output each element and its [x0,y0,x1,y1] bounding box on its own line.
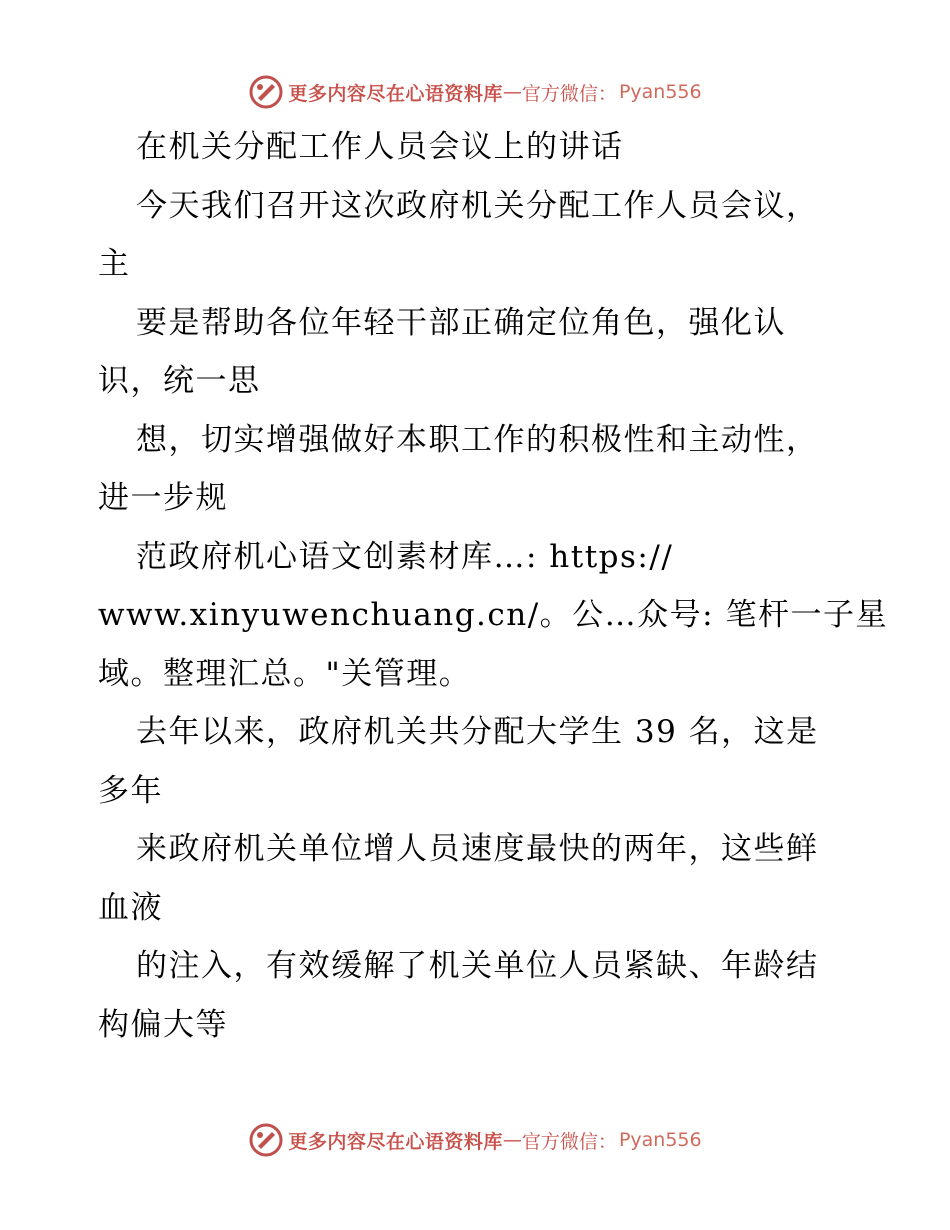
text-line: 的注入，有效缓解了机关单位人员紧缺、年龄结 [136,948,819,984]
text-line: 血液 [98,889,163,926]
text-line: 来政府机关单位增人员速度最快的两年，这些鲜 [136,831,819,867]
header-watermark [0,72,950,112]
watermark-dash: — [502,1129,522,1151]
watermark-id: Pyan556 [618,81,702,103]
logo-icon [248,1122,284,1158]
text-line: 要是帮助各位年轻干部正确定位角色，强化认 [136,304,786,341]
text-line: 去年以来，政府机关共分配大学生 39 名，这是 [136,714,819,750]
text-line: 域。整理汇总。"关管理。 [98,655,472,692]
text-line: 今天我们召开这次政府机关分配工作人员会议， [136,187,819,224]
document-body [98,118,888,1054]
text-line: 想，切实增强做好本职工作的积极性和主动性， [136,421,819,458]
watermark-id: Pyan556 [618,1129,702,1151]
text-line: 构偏大等 [98,1006,228,1043]
watermark-dash: — [502,81,522,103]
watermark-label: 官方微信： [521,1130,617,1153]
document-title: 在机关分配工作人员会议上的讲话 [136,129,624,165]
text-line: 识，统一思 [98,363,261,399]
text-line: www.xinyuwenchuang.cn/。公…众号: 笔杆一子星 [98,597,888,633]
watermark-main-text: 更多内容尽在心语资料库 [288,1130,503,1153]
watermark-main-text: 更多内容尽在心语资料库 [288,82,503,105]
text-line: 范政府机心语文创素材库…: https:// [136,538,674,575]
text-line: 进一步规 [98,480,228,516]
watermark-label: 官方微信： [521,82,617,105]
logo-icon [248,74,284,110]
text-line: 主 [98,246,131,282]
footer-watermark [0,1120,950,1160]
text-line: 多年 [98,772,163,809]
